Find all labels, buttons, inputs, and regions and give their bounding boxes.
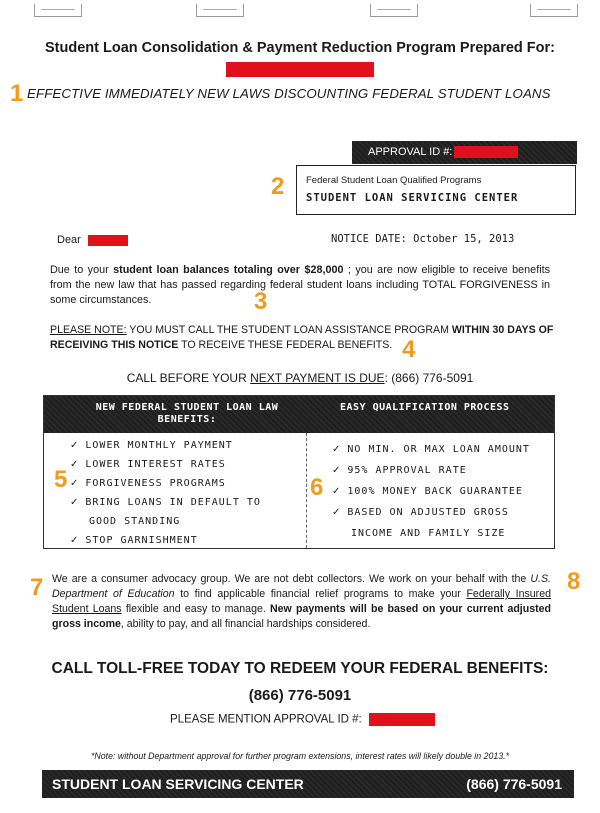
crop-mark bbox=[34, 4, 82, 17]
annotation-number-5: 5 bbox=[54, 466, 68, 493]
list-item: ✓ BRING LOANS IN DEFAULT TO bbox=[70, 497, 261, 508]
benefits-table-header bbox=[44, 396, 554, 433]
list-item: ✓ 100% MONEY BACK GUARANTEE bbox=[332, 486, 523, 497]
list-item: ✓ FORGIVENESS PROGRAMS bbox=[70, 478, 226, 489]
mention-approval: PLEASE MENTION APPROVAL ID #: bbox=[170, 713, 435, 726]
redacted-name bbox=[226, 62, 374, 77]
annotation-number-6: 6 bbox=[310, 474, 324, 501]
annotation-number-1: 1 bbox=[10, 80, 24, 107]
redacted-approval-id bbox=[454, 146, 518, 158]
headline: EFFECTIVE IMMEDIATELY NEW LAWS DISCOUNTING FEDERAL STUDENT LOANS bbox=[27, 86, 551, 101]
advocacy-paragraph: We are a consumer advocacy group. We are not debt collectors. We work on your behalf with the U.S. Department of Education to find applicable financial relief programs to make your Federally Insured Student Loans flexible and easy to manage. New payments will be based on your current adjusted gross income, ability to pay, and all financial hardships considered. bbox=[52, 573, 552, 630]
right-column-header: EASY QUALIFICATION PROCESS bbox=[340, 402, 510, 413]
list-item: ✓ BASED ON ADJUSTED GROSS bbox=[332, 507, 509, 518]
footer-bar bbox=[42, 770, 574, 798]
program-box bbox=[296, 165, 576, 215]
list-item: ✓ NO MIN. OR MAX LOAN AMOUNT bbox=[332, 444, 530, 455]
page-title: Student Loan Consolidation & Payment Reduction Program Prepared For: bbox=[45, 40, 555, 56]
left-benefits-list bbox=[70, 436, 300, 550]
redacted-recipient bbox=[88, 235, 128, 246]
footnote: *Note: without Department approval for further program extensions, interest rates will likely double in 2013.* bbox=[90, 751, 510, 761]
approval-id-bar bbox=[352, 141, 577, 164]
annotation-number-3: 3 bbox=[254, 288, 268, 315]
cta-phone: (866) 776-5091 bbox=[248, 687, 352, 704]
list-item: ✓ LOWER MONTHLY PAYMENT bbox=[70, 440, 233, 451]
column-divider bbox=[306, 433, 307, 548]
benefits-table bbox=[43, 395, 555, 549]
right-benefits-list bbox=[332, 439, 552, 544]
salutation: Dear bbox=[57, 234, 128, 246]
program-box-line1: Federal Student Loan Qualified Programs bbox=[306, 175, 482, 186]
crop-mark bbox=[530, 4, 578, 17]
notice-date: NOTICE DATE: October 15, 2013 bbox=[331, 233, 515, 245]
annotation-number-2: 2 bbox=[271, 173, 285, 200]
please-note-paragraph: PLEASE NOTE: YOU MUST CALL THE STUDENT LOAN ASSISTANCE PROGRAM WITHIN 30 DAYS OF RECEIVING THIS NOTICE TO RECEIVE THESE FEDERAL BENEFITS. bbox=[50, 324, 554, 351]
program-box-line2: STUDENT LOAN SERVICING CENTER bbox=[306, 192, 519, 204]
footer-phone: (866) 776-5091 bbox=[466, 776, 562, 792]
annotation-number-4: 4 bbox=[402, 336, 416, 363]
list-item: ✓ STOP GARNISHMENT bbox=[70, 535, 198, 546]
crop-mark bbox=[196, 4, 244, 17]
crop-mark bbox=[370, 4, 418, 17]
footer-center-name: STUDENT LOAN SERVICING CENTER bbox=[52, 776, 304, 792]
annotation-number-8: 8 bbox=[567, 568, 581, 595]
list-item: ✓ 95% APPROVAL RATE bbox=[332, 465, 467, 476]
left-column-header: NEW FEDERAL STUDENT LOAN LAW BENEFITS: bbox=[95, 402, 279, 425]
eligibility-paragraph: Due to your student loan balances totaling over $28,000 ; you are now eligible to receive benefits from the new law that has passed regarding federal student loans including TOTAL FORGIVENESS in some circumstances. bbox=[50, 264, 550, 306]
approval-id-label: APPROVAL ID #: bbox=[368, 146, 453, 158]
list-item: GOOD STANDING bbox=[89, 516, 181, 527]
redacted-approval-id bbox=[369, 713, 435, 726]
list-item: INCOME AND FAMILY SIZE bbox=[351, 528, 506, 539]
cta-headline: CALL TOLL-FREE TODAY TO REDEEM YOUR FEDERAL BENEFITS: bbox=[51, 660, 549, 677]
annotation-number-7: 7 bbox=[30, 574, 44, 601]
call-before-line: CALL BEFORE YOUR NEXT PAYMENT IS DUE: (866) 776-5091 bbox=[126, 371, 474, 385]
list-item: ✓ LOWER INTEREST RATES bbox=[70, 459, 226, 470]
